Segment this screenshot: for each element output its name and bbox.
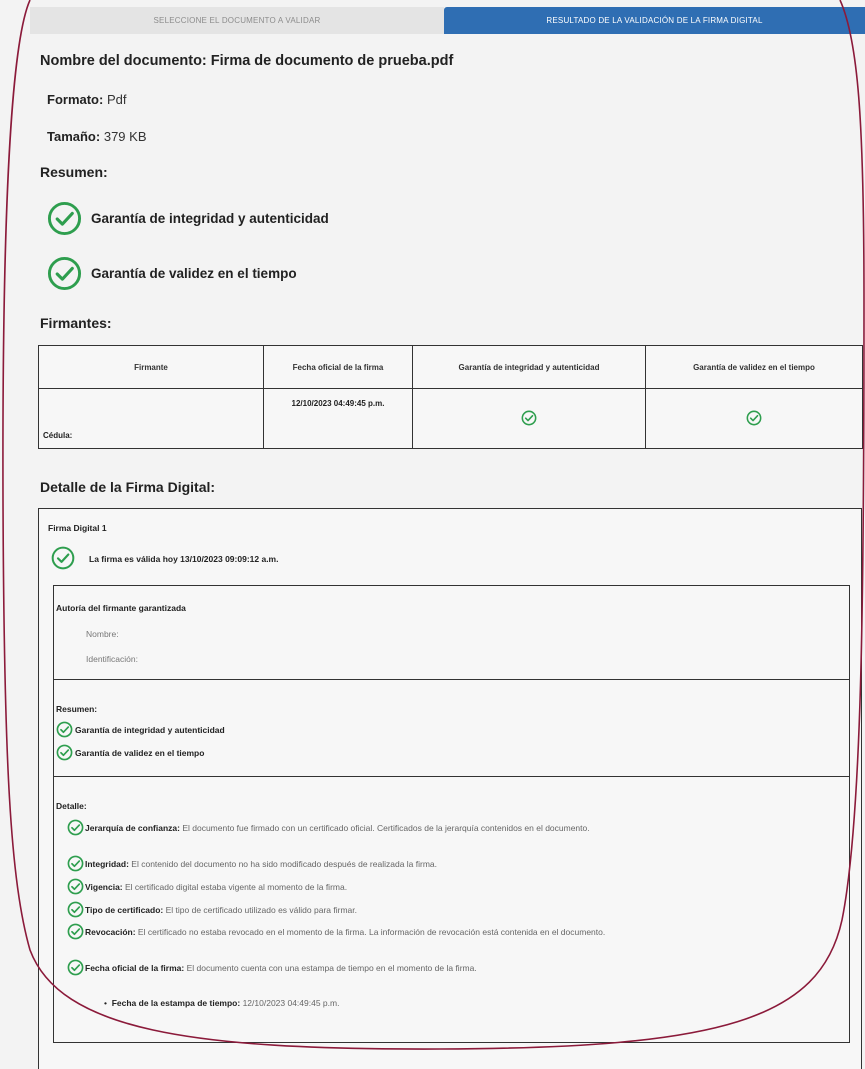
check-circle-icon xyxy=(67,923,84,940)
column-header: Fecha oficial de la firma xyxy=(264,346,413,389)
document-size xyxy=(47,129,147,144)
inner-summary-validity: Garantía de validez en el tiempo xyxy=(75,748,205,758)
inner-summary-title: Resumen: xyxy=(56,704,98,714)
tab-validation-result[interactable]: RESULTADO DE LA VALIDACIÓN DE LA FIRMA DIGITAL xyxy=(444,7,865,34)
timestamp-row xyxy=(104,998,339,1008)
detail-item-label: Vigencia: xyxy=(85,882,123,892)
check-circle-icon xyxy=(521,410,537,426)
validity-cell xyxy=(646,389,863,449)
check-circle-icon xyxy=(56,721,73,738)
size-value: 379 KB xyxy=(103,129,147,144)
signer-name-label: Nombre: xyxy=(86,629,119,639)
column-header: Garantía de validez en el tiempo xyxy=(646,346,863,389)
check-circle-icon xyxy=(56,744,73,761)
detail-item-text: El tipo de certificado utilizado es válido para firmar. xyxy=(165,905,357,915)
signature-title: Firma Digital 1 xyxy=(48,523,107,533)
document-format xyxy=(47,92,126,107)
column-header: Garantía de integridad y autenticidad xyxy=(413,346,646,389)
format-value: Pdf xyxy=(106,92,127,107)
detail-item-text: El certificado digital estaba vigente al momento de la firma. xyxy=(125,882,348,892)
check-circle-icon xyxy=(47,201,82,236)
column-header: Firmante xyxy=(39,346,264,389)
tab-select-document[interactable]: SELECCIONE EL DOCUMENTO A VALIDAR xyxy=(30,7,444,34)
signature-date: 12/10/2023 04:49:45 p.m. xyxy=(264,389,413,449)
detail-item-text: El documento fue firmado con un certificado oficial. Certificados de la jerarquía contenidos en el documento. xyxy=(182,823,590,833)
detail-item-label: Tipo de certificado: xyxy=(85,905,164,915)
bullet: • xyxy=(104,998,107,1008)
timestamp-label: Fecha de la estampa de tiempo: xyxy=(111,998,241,1008)
summary-validity-label: Garantía de validez en el tiempo xyxy=(91,266,297,281)
detail-item-certificate-type xyxy=(85,904,825,916)
detail-list-title: Detalle: xyxy=(56,801,87,811)
format-label: Formato: xyxy=(47,92,104,107)
signers-table xyxy=(38,345,863,449)
detail-item-revocation xyxy=(85,926,825,938)
summary-heading: Resumen: xyxy=(40,164,108,180)
check-circle-icon xyxy=(47,256,82,291)
check-circle-icon xyxy=(67,901,84,918)
signer-id: Cédula: xyxy=(39,389,264,449)
detail-heading: Detalle de la Firma Digital: xyxy=(40,479,216,495)
check-circle-icon xyxy=(67,855,84,872)
summary-integrity-label: Garantía de integridad y autenticidad xyxy=(91,211,329,226)
detail-item-label: Jerarquía de confianza: xyxy=(85,823,180,833)
authorship-title: Autoría del firmante garantizada xyxy=(56,603,186,613)
detail-item-trust-hierarchy xyxy=(85,822,825,834)
size-label: Tamaño: xyxy=(47,129,101,144)
check-circle-icon xyxy=(51,546,75,570)
table-header-row xyxy=(39,346,863,389)
detail-item-text: El documento cuenta con una estampa de tiempo en el momento de la firma. xyxy=(186,963,477,973)
tab-bar xyxy=(30,7,865,34)
detail-item-label: Fecha oficial de la firma: xyxy=(85,963,185,973)
detail-item-text: El contenido del documento no ha sido modificado después de realizada la firma. xyxy=(131,859,438,869)
check-circle-icon xyxy=(67,819,84,836)
divider xyxy=(54,679,849,680)
detail-item-label: Integridad: xyxy=(85,859,129,869)
detail-item-text: El certificado no estaba revocado en el momento de la firma. La información de revocación está contenida en el documento. xyxy=(137,927,606,937)
inner-summary-integrity: Garantía de integridad y autenticidad xyxy=(75,725,225,735)
document-title: Nombre del documento: Firma de documento de prueba.pdf xyxy=(40,53,454,69)
signature-valid-text: La firma es válida hoy 13/10/2023 09:09:12 a.m. xyxy=(89,554,279,564)
check-circle-icon xyxy=(746,410,762,426)
check-circle-icon xyxy=(67,878,84,895)
signers-heading: Firmantes: xyxy=(40,315,112,331)
integrity-cell xyxy=(413,389,646,449)
signature-detail-inner xyxy=(53,585,850,1043)
check-circle-icon xyxy=(67,959,84,976)
detail-item-label: Revocación: xyxy=(85,927,136,937)
detail-item-official-date xyxy=(85,962,825,974)
detail-item-validity xyxy=(85,881,825,893)
detail-item-integrity xyxy=(85,858,825,870)
table-row xyxy=(39,389,863,449)
signature-detail-panel xyxy=(38,508,862,1069)
signer-id-label: Identificación: xyxy=(86,654,138,664)
divider xyxy=(54,776,849,777)
timestamp-value: 12/10/2023 04:49:45 p.m. xyxy=(242,998,340,1008)
